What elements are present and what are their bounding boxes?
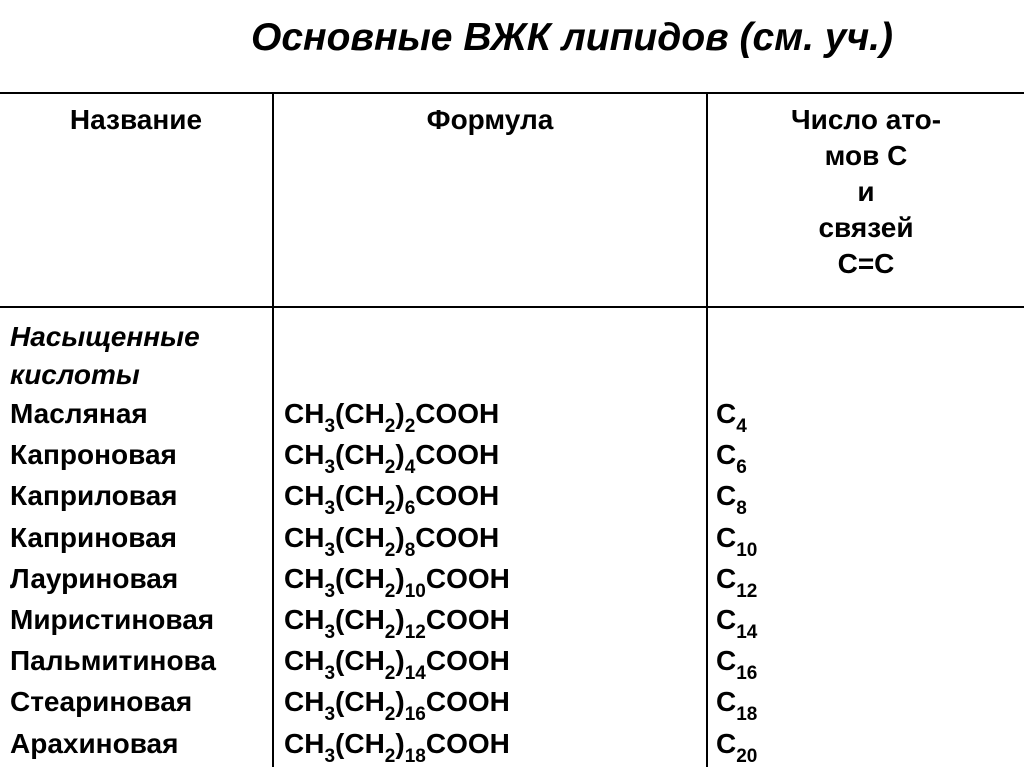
carbon-count: $C_4$ [716,398,747,437]
acid-name: Пальмитинова [10,645,216,677]
table-row [0,604,1024,645]
acid-name: Арахиновая [10,727,179,759]
acid-name: Капроновая [10,439,177,471]
header-name: Название [69,104,203,135]
carbon-count: $C_{16}$ [716,645,758,685]
acid-name: Стеариновая [10,686,193,718]
acid-formula: $CH_3(CH_2)_{14}COOH$ [284,645,510,685]
acid-formula: $CH_3(CH_2)_8COOH$ [284,521,500,561]
header-line: связей [818,212,914,243]
acid-formula: $CH_3(CH_2)_6COOH$ [284,480,500,520]
carbon-count: $C_{18}$ [716,686,758,726]
header-line: и [857,176,875,207]
table-row [0,522,1024,563]
acid-name: Каприловая [10,480,178,512]
acid-formula: $CH_3(CH_2)_4COOH$ [284,439,500,479]
acid-formula: $CH_3(CH_2)_2COOH$ [284,398,500,437]
header-formula: Формула [426,104,554,135]
table-row [0,480,1024,521]
acid-name: Миристиновая [10,604,215,635]
header-divider [0,306,1024,308]
acid-formula: $CH_3(CH_2)_{12}COOH$ [284,604,510,643]
header-carbon-count [708,102,1024,282]
table-row [0,398,1024,439]
carbon-count: $C_8$ [716,480,747,520]
table-top-border [0,92,1024,94]
header-line: мов С [824,140,908,171]
page-title: Основные ВЖК липидов (см. уч.) [250,16,893,59]
acid-formula: $CH_3(CH_2)_{16}COOH$ [284,686,510,726]
acid-name: Каприновая [10,521,178,553]
table-row [0,645,1024,686]
header-line: С=С [837,248,895,279]
carbon-count: $C_6$ [716,439,747,479]
acid-name: Лауриновая [10,562,179,594]
table-row [0,439,1024,480]
carbon-count: $C_{10}$ [716,521,758,561]
header-line: Число ато- [790,104,942,135]
section-saturated-acids: Насыщенные кислоты [10,321,200,390]
acid-formula: $CH_3(CH_2)_{18}COOH$ [284,727,510,767]
table-row [0,563,1024,604]
carbon-count: $C_{14}$ [716,604,758,643]
carbon-count: $C_{12}$ [716,562,758,602]
acid-formula: $CH_3(CH_2)_{10}COOH$ [284,562,510,602]
carbon-count: $C_{20}$ [716,727,758,767]
table-row [0,728,1024,769]
acid-name: Масляная [10,398,148,429]
table-row [0,686,1024,727]
